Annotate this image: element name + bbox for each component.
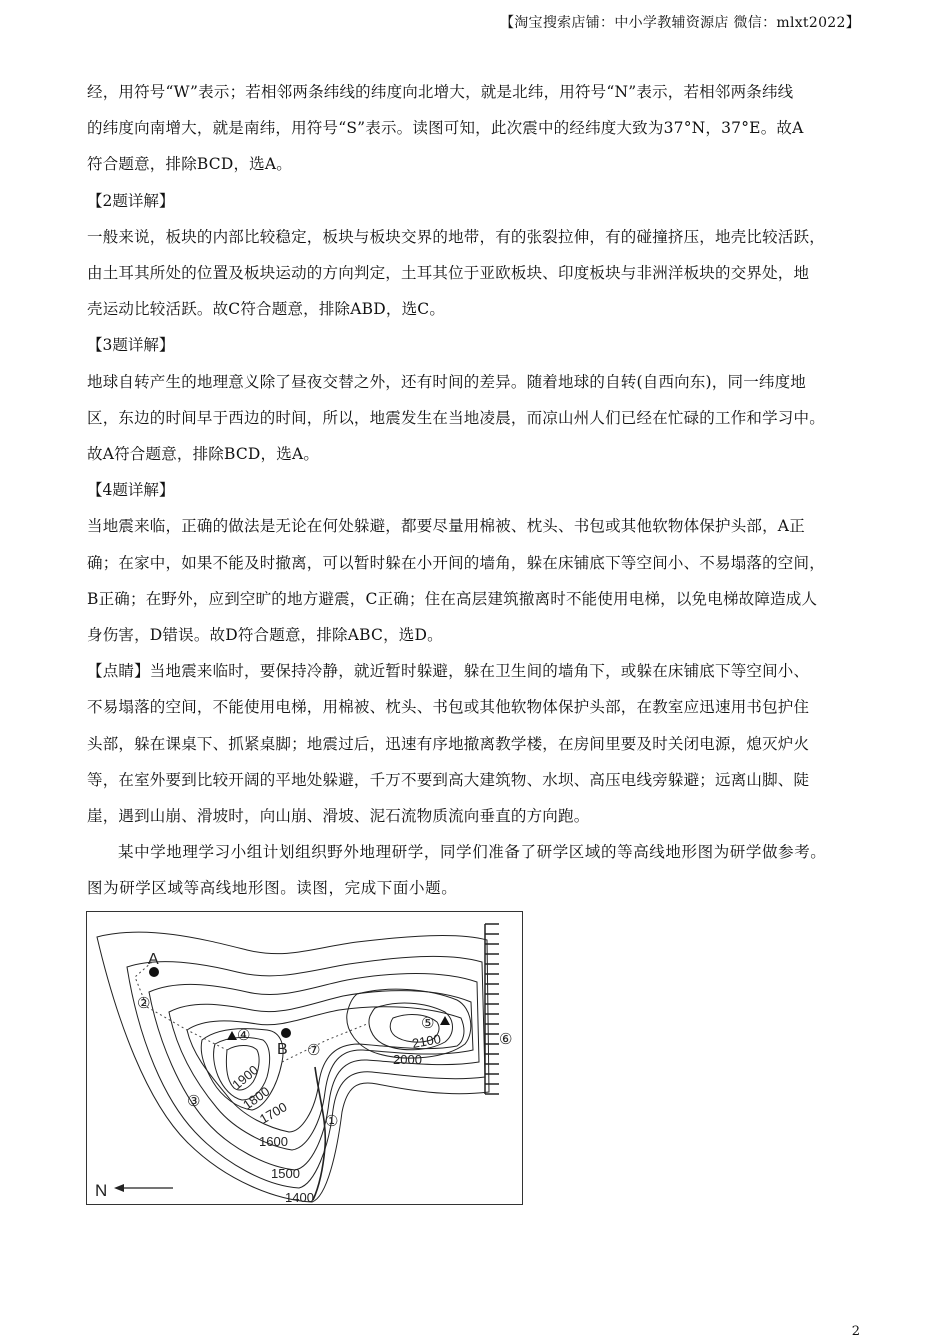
text-line: 壳运动比较活跃。故C符合题意，排除ABD，选C。 [87, 300, 446, 319]
page-header: 【淘宝搜索店铺：中小学教辅资源店 微信：mlxt2022】 [499, 15, 860, 31]
peak-triangle-5 [440, 1016, 450, 1025]
ridge-path [282, 1024, 367, 1062]
marker-4: ④ [237, 1027, 251, 1044]
text-line: 区，东边的时间早于西边的时间，所以，地震发生在当地凌晨，而凉山州人们已经在忙碌的工作和学习中。 [87, 408, 825, 427]
text-line: 崖，遇到山崩、滑坡时，向山崩、滑坡、泥石流物质流向垂直的方向跑。 [87, 807, 590, 826]
contour-label-1900: 1900 [229, 1062, 262, 1093]
text-line: 不易塌落的空间，不能使用电梯，用棉被、枕头、书包或其他软物体保护头部，在教室应迅速用书包护住 [87, 698, 810, 717]
point-a-dot [149, 967, 159, 977]
text-line: 头部，躲在课桌下、抓紧桌脚；地震过后，迅速有序地撤离教学楼，在房间里要及时关闭电源，熄灭炉火 [87, 734, 810, 753]
page-number: 2 [851, 1324, 860, 1339]
contour-map [87, 912, 522, 1204]
question-intro: 图为研学区域等高线地形图。读图，完成下面小题。 [87, 879, 458, 898]
text-line: 故A符合题意，排除BCD，选A。 [87, 445, 320, 464]
text-line: 由土耳其所处的位置及板块运动的方向判定，土耳其位于亚欧板块、印度板块与非洲洋板块的交界处，地 [87, 264, 810, 283]
text-line: 的纬度向南增大，就是南纬，用符号“S”表示。读图可知，此次震中的经纬度大致为37°N，37°E。故A [87, 119, 804, 138]
text-line: 地球自转产生的地理意义除了昼夜交替之外，还有时间的差异。随着地球的自转(自西向东)，同一纬度地 [87, 372, 806, 391]
text-line: 等，在室外要到比较开阔的平地处躲避，千万不要到高大建筑物、水坝、高压电线旁躲避；远离山脚、陡 [87, 770, 810, 789]
text-line: 符合题意，排除BCD，选A。 [87, 155, 292, 174]
contour-label-1500: 1500 [271, 1166, 300, 1181]
text-line: 一般来说，板块的内部比较稳定，板块与板块交界的地带，有的张裂拉伸，有的碰撞挤压，地壳比较活跃， [87, 227, 825, 246]
text-line: 确；在家中，如果不能及时撤离，可以暂时躲在小开间的墙角，躲在床铺底下等空间小、不易塌落的空间， [87, 553, 825, 572]
north-arrow-head [114, 1184, 124, 1192]
peak-triangle-4 [227, 1031, 237, 1040]
tip-line: 【点睛】当地震来临时，要保持冷静，就近暂时躲避，躲在卫生间的墙角下，或躲在床铺底下等空间小、 [87, 662, 810, 681]
contour-label-1400: 1400 [285, 1190, 314, 1204]
contour-label-1800: 1800 [240, 1083, 273, 1113]
marker-5: ⑤ [421, 1015, 435, 1032]
text-line: 身伤害，D错误。故D符合题意，排除ABC，选D。 [87, 626, 443, 645]
contour-label-2000: 2000 [393, 1052, 422, 1067]
contour-map-figure [86, 911, 523, 1205]
text-line: 经，用符号“W”表示；若相邻两条纬线的纬度向北增大，就是北纬，用符号“N”表示，若相邻两条纬线 [87, 83, 794, 101]
question-intro: 某中学地理学习小组计划组织野外地理研学，同学们准备了研学区域的等高线地形图为研学做参考。 [118, 843, 827, 862]
marker-3: ③ [187, 1093, 201, 1110]
contour-label-2100: 2100 [410, 1031, 443, 1051]
contour-label-1700: 1700 [257, 1099, 290, 1127]
section-heading-4: 【4题详解】 [87, 481, 175, 500]
contour-line [127, 956, 485, 1188]
marker-2: ② [137, 995, 151, 1012]
section-heading-2: 【2题详解】 [87, 191, 175, 210]
text-line: B正确；在野外，应到空旷的地方避震，C正确；住在高层建筑撤离时不能使用电梯，以免电梯故障造成人 [87, 589, 818, 608]
text-line: 当地震来临，正确的做法是无论在何处躲避，都要尽量用棉被、枕头、书包或其他软物体保护头部，A正 [87, 517, 805, 536]
point-a-label: A [148, 951, 159, 968]
marker-6: ⑥ [499, 1031, 513, 1048]
marker-7: ⑦ [307, 1042, 321, 1059]
contour-line [149, 974, 479, 1171]
article-body [87, 74, 872, 907]
river [313, 1067, 325, 1200]
point-b-label: B [277, 1041, 288, 1058]
marker-1: ① [325, 1113, 339, 1130]
section-heading-3: 【3题详解】 [87, 336, 175, 355]
north-label: N [95, 1181, 108, 1200]
contour-label-1600: 1600 [259, 1134, 288, 1149]
point-b-dot [281, 1028, 291, 1038]
